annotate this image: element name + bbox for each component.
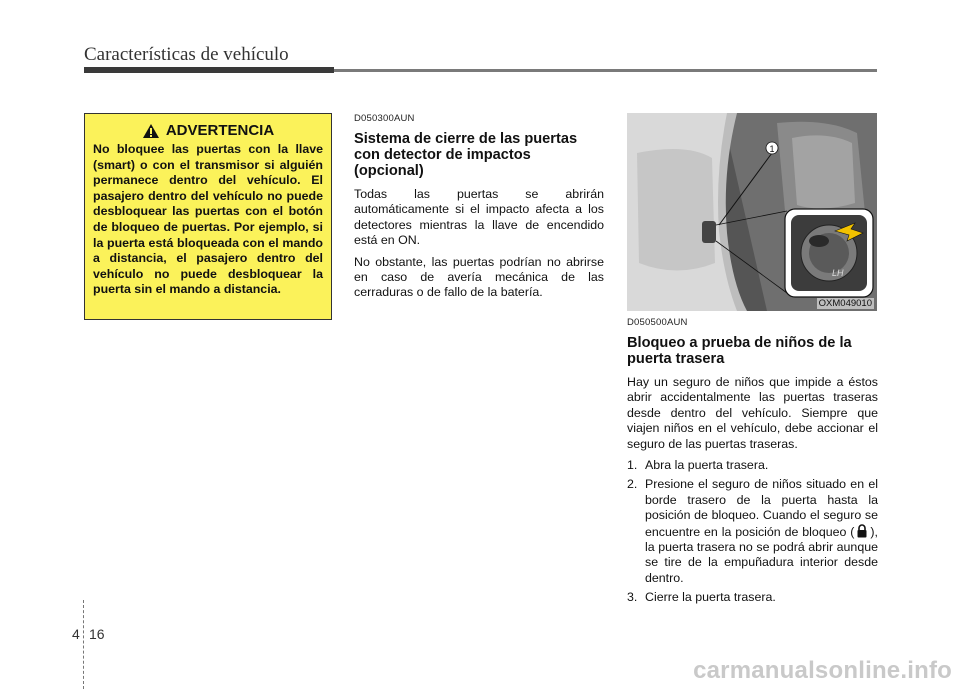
inset-label: LH xyxy=(832,268,844,278)
warning-text: No bloquee las puertas con la llave (smart) o con el transmisor si alguién permanece dentro del vehículo. El pasajero dentro del vehículo no puede desbloquear las puertas con el botón de bloqueo de puertas. Por ejemplo, si la puerta está bloqueada con el mando a distancia, el pasajero dentro del vehículo no puede desbloquear la puerta sin el mando a distancia. xyxy=(93,142,323,297)
paragraph: Hay un seguro de niños que impide a éstos abrir accidentalmente las puertas traseras desde dentro del vehículo. Siempre que viajen niños en el vehículo, debe accionar el seguro de las puertas traseras. xyxy=(627,375,878,451)
paragraph: Todas las puertas se abrirán automáticamente si el impacto afecta a los detectores mientras la llave de encendido está en ON. xyxy=(354,187,604,248)
step-item: 3. Cierre la puerta trasera. xyxy=(627,590,776,605)
section-code: D050300AUN xyxy=(354,113,415,124)
section-impact-sensing xyxy=(354,113,604,307)
section-title: Bloqueo a prueba de niños de la puerta trasera xyxy=(627,335,852,367)
padlock-icon xyxy=(856,524,868,538)
warning-triangle-icon xyxy=(142,123,160,139)
section-code: D050500AUN xyxy=(627,317,688,328)
warning-header xyxy=(93,122,323,139)
page-chapter-number: 4 xyxy=(72,626,80,642)
page-header-title: Características de vehículo xyxy=(84,44,289,65)
figure-label: OXM049010 xyxy=(818,298,872,309)
door-lock-figure xyxy=(627,113,877,311)
step-item: 2. Presione el seguro de niños situado en el borde trasero de la puerta hasta la posición de bloqueo. Cuando el seguro se encuentre en la posición de bloqueo ( ), la puerta trasera no se podrá abrir aunque se tire de la empuñadura interior desde dentro. xyxy=(627,477,878,585)
paragraph: No obstante, las puertas podrían no abrirse en caso de avería mecánica de las cerraduras o de fallo de la batería. xyxy=(354,254,604,300)
warning-title: ADVERTENCIA xyxy=(165,122,275,139)
section-child-lock xyxy=(627,317,878,610)
step-item: 1. Abra la puerta trasera. xyxy=(627,458,769,473)
warning-box xyxy=(84,113,332,320)
header-bar-dark xyxy=(84,67,334,73)
header-bar-light xyxy=(334,69,877,72)
watermark: carmanualsonline.info xyxy=(693,657,952,684)
page-number: 16 xyxy=(89,626,105,642)
section-title: Sistema de cierre de las puertas con detector de impactos (opcional) xyxy=(354,131,578,179)
door-illustration xyxy=(627,113,877,311)
figure-callout-number: 1 xyxy=(769,144,775,154)
page-divider xyxy=(83,600,84,689)
